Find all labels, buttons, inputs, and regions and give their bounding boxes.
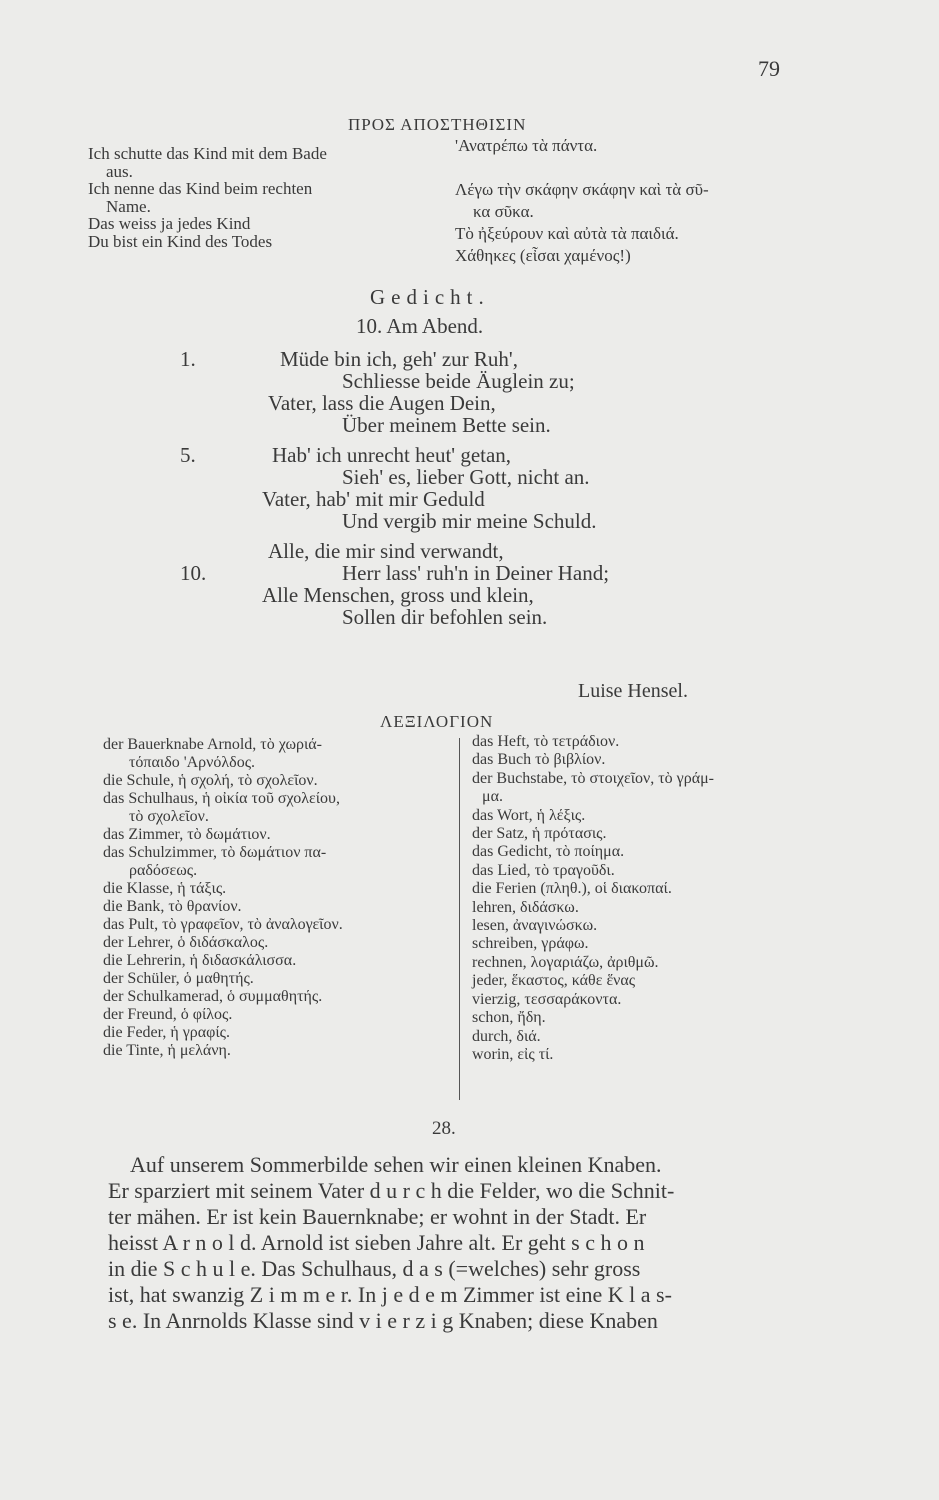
poem-line: Und vergib mir meine Schuld. bbox=[342, 509, 597, 533]
lexicon-line: schreiben, γράφω. bbox=[472, 935, 589, 953]
lexicon-line: die Klasse, ἡ τάξις. bbox=[103, 880, 227, 897]
exercise-line: Λέγω τὴν σκάφην σκάφην καὶ τὰ σῦ- bbox=[455, 180, 709, 199]
exercise-line: 'Ανατρέπω τὰ πάντα. bbox=[455, 136, 598, 155]
prose-line: s e. In Anrnolds Klasse sind v i e r z i g Knaben; diese Knaben bbox=[108, 1308, 658, 1333]
lexicon-line: das Pult, τὸ γραφεῖον, τὸ ἀναλογεῖον. bbox=[103, 916, 343, 933]
lexicon-line: das Lied, τὸ τραγοῦδι. bbox=[472, 861, 615, 879]
lexicon-left-column bbox=[103, 736, 453, 1060]
line-number: 10. bbox=[180, 561, 207, 585]
lexicon-line: das Buch τὸ βιβλίον. bbox=[472, 751, 606, 769]
lexicon-line: der Freund, ὁ φίλος. bbox=[103, 1006, 233, 1023]
lexicon-title: ΛΕΞΙΛΟΓΙΟΝ bbox=[380, 712, 494, 731]
lexicon-line: ραδόσεως. bbox=[129, 862, 198, 879]
memorize-heading: ΠΡΟΣ ΑΠΟΣΤΗΘΙΣΙΝ bbox=[348, 115, 527, 134]
lexicon-line: der Schulkamerad, ὁ συμμαθητής. bbox=[103, 988, 323, 1005]
section-number: 28. bbox=[432, 1118, 456, 1139]
prose-line: Er sparziert mit seinem Vater d u r c h die Felder, wo die Schnit- bbox=[108, 1178, 675, 1203]
lexicon-line: die Bank, τὸ θρανίον. bbox=[103, 898, 242, 915]
lexicon-line: das Gedicht, τὸ ποίημα. bbox=[472, 843, 625, 861]
page-number: 79 bbox=[758, 56, 780, 81]
poem-line: Alle Menschen, gross und klein, bbox=[262, 583, 534, 607]
exercise-line: Du bist ein Kind des Todes bbox=[88, 231, 273, 251]
exercise-line bbox=[455, 157, 709, 179]
column-divider bbox=[459, 738, 460, 1100]
exercise-line: Ich nenne das Kind beim rechten bbox=[88, 179, 313, 198]
poem-line: Sollen dir befohlen sein. bbox=[342, 605, 548, 629]
lexicon-line: der Schüler, ὁ μαθητής. bbox=[103, 970, 254, 987]
prose-line: heisst A r n o l d. Arnold ist sieben Jahre alt. Er geht s c h o n bbox=[108, 1230, 645, 1255]
lexicon-line: die Schule, ἡ σχολή, τὸ σχολεῖον. bbox=[103, 772, 318, 789]
lexicon-line: das Schulhaus, ἡ οἰκία τοῦ σχολείου, bbox=[103, 790, 340, 807]
lexicon-line: jeder, ἕκαστος, κάθε ἕνας bbox=[472, 972, 636, 990]
exercise-greek-column bbox=[455, 135, 709, 267]
line-number: 5. bbox=[180, 443, 196, 467]
lexicon-line: der Bauerknabe Arnold, τὸ χωριά- bbox=[103, 736, 322, 753]
exercise-german-column bbox=[88, 145, 327, 250]
poem-author: Luise Hensel. bbox=[578, 680, 688, 702]
poem-line: Müde bin ich, geh' zur Ruh', bbox=[280, 347, 518, 371]
poem-line: Schliesse beide Äuglein zu; bbox=[342, 369, 575, 393]
lexicon-line: lehren, διδάσκω. bbox=[472, 898, 579, 916]
lexicon-line: schon, ἤδη. bbox=[472, 1009, 546, 1027]
prose-line: Auf unserem Sommerbilde sehen wir einen kleinen Knaben. bbox=[130, 1152, 662, 1177]
lexicon-line: der Buchstabe, τὸ στοιχεῖον, τὸ γράμ- bbox=[472, 769, 714, 787]
lexicon-line: rechnen, λογαριάζω, ἀριθμῶ. bbox=[472, 953, 659, 971]
lexicon-line: die Tinte, ἡ μελάνη. bbox=[103, 1042, 231, 1059]
poem-line: Alle, die mir sind verwandt, bbox=[268, 539, 504, 563]
exercise-line: Τὸ ἠξεύρουν καὶ αὐτὰ τὰ παιδιά. bbox=[455, 224, 679, 243]
lexicon-line: τόπαιδο 'Αρνόλδος. bbox=[129, 754, 256, 771]
lexicon-line: lesen, ἀναγινώσκω. bbox=[472, 917, 598, 935]
exercise-line: Ich schutte das Kind mit dem Bade bbox=[88, 144, 327, 163]
lexicon-right-column bbox=[472, 733, 832, 1064]
poem-line: Vater, lass die Augen Dein, bbox=[268, 391, 496, 415]
lexicon-line: τὸ σχολεῖον. bbox=[129, 808, 209, 825]
lexicon-line: die Lehrerin, ἡ διδασκάλισσα. bbox=[103, 952, 297, 969]
exercise-line: Das weiss ja jedes Kind bbox=[88, 214, 251, 233]
poem-line: Hab' ich unrecht heut' getan, bbox=[272, 443, 512, 467]
lexicon-line: der Satz, ἡ πρότασις. bbox=[472, 825, 607, 843]
exercise-line: κα σῦκα. bbox=[473, 202, 534, 221]
lexicon-line: das Wort, ἡ λέξις. bbox=[472, 806, 586, 824]
lexicon-line: das Heft, τὸ τετράδιον. bbox=[472, 733, 620, 750]
prose-line: in die S c h u l e. Das Schulhaus, d a s (=welches) sehr gross bbox=[108, 1256, 641, 1281]
lexicon-line: die Feder, ἡ γραφίς. bbox=[103, 1024, 231, 1041]
lexicon-line: das Schulzimmer, τὸ δωμάτιον πα- bbox=[103, 844, 327, 861]
poem-title: 10. Am Abend. bbox=[356, 314, 484, 338]
lexicon-line: die Ferien (πληθ.), οἱ διακοπαί. bbox=[472, 880, 672, 898]
poem-line: Über meinem Bette sein. bbox=[342, 413, 551, 437]
lexicon-line: vierzig, τεσσαράκοντα. bbox=[472, 990, 622, 1008]
exercise-line: Name. bbox=[106, 196, 151, 216]
lexicon-line: μα. bbox=[482, 788, 503, 806]
poem-kind: Gedicht. bbox=[370, 285, 490, 309]
exercise-line: Χάθηκες (εἶσαι χαμένος!) bbox=[455, 246, 631, 265]
line-number: 1. bbox=[180, 347, 196, 371]
lexicon-line: der Lehrer, ὁ διδάσκαλος. bbox=[103, 934, 269, 951]
prose-line: ist, hat swanzig Z i m m e r. In j e d e m Zimmer ist eine K l a s- bbox=[108, 1282, 672, 1307]
lexicon-line: das Zimmer, τὸ δωμάτιον. bbox=[103, 826, 271, 843]
prose-line: ter mähen. Er ist kein Bauernknabe; er wohnt in der Stadt. Er bbox=[108, 1204, 647, 1229]
poem-line: Vater, hab' mit mir Geduld bbox=[262, 487, 485, 511]
poem-line: Sieh' es, lieber Gott, nicht an. bbox=[342, 465, 590, 489]
reading-passage bbox=[108, 1152, 674, 1334]
exercise-line: aus. bbox=[106, 161, 133, 181]
lexicon-line: worin, εἰς τί. bbox=[472, 1045, 554, 1063]
lexicon-line: durch, διά. bbox=[472, 1027, 541, 1045]
poem-line: Herr lass' ruh'n in Deiner Hand; bbox=[342, 561, 610, 585]
